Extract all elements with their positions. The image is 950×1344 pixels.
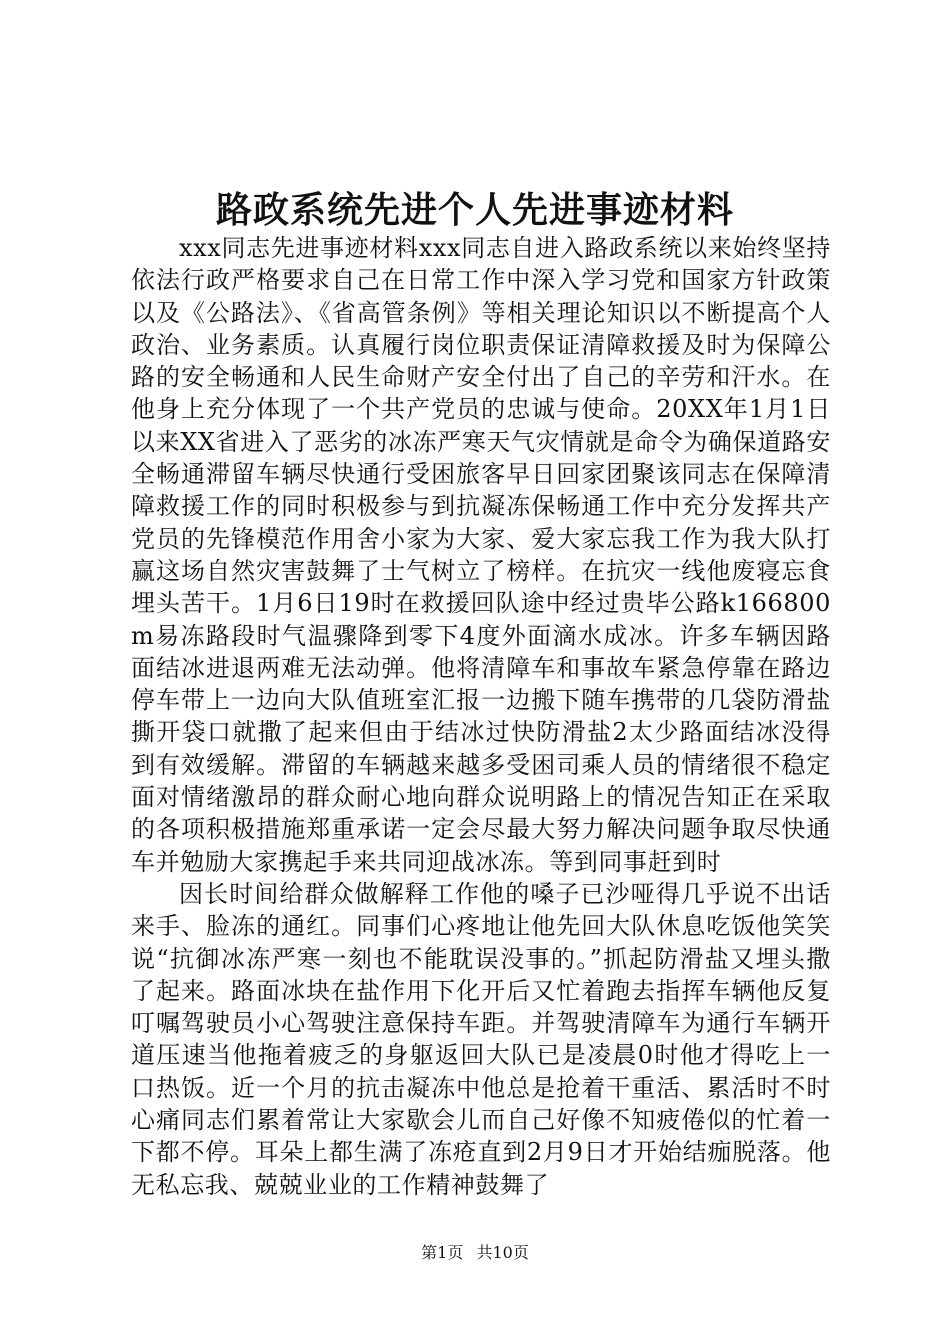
body-paragraph-1: xxx同志先进事迹材料xxx同志自进入路政系统以来始终坚持依法行政严格要求自己在日常工作中深入学习党和国家方针政策以及《公路法》、《省高管条例》等相关理论知识以不断提高个人政治、业务素质。认真履行岗位职责保证清障救援及时为保障公路的安全畅通和人民生命财产安全付出了自己的辛劳和汗水。在他身上充分体现了一个共产党员的忠诚与使命。20XX年1月1日以来XX省进入了恶劣的冰冻严寒天气灾情就是命令为确保道路安全畅通滞留车辆尽快通行受困旅客早日回家团聚该同志在保障清障救援工作的同时积极参与到抗凝冻保畅通工作中充分发挥共产党员的先锋模范作用舍小家为大家、爱大家忘我工作为我大队打赢这场自然灾害鼓舞了士气树立了榜样。在抗灾一线他废寝忘食埋头苦干。1月6日19时在救援回队途中经过贵毕公路k166800m易冻路段时气温骤降到零下4度外面滴水成冰。许多车辆因路面结冰进退两难无法动弹。他将清障车和事故车紧急停靠在路边停车带上一边向大队值班室汇报一边搬下随车携带的几袋防滑盐撕开袋口就撒了起来但由于结冰过快防滑盐2太少路面结冰没得到有效缓解。滞留的车辆越来越多受困司乘人员的情绪很不稳定面对情绪激昂的群众耐心地向群众说明路上的情况告知正在采取的各项积极措施郑重承诺一定会尽最大努力解决问题争取尽快通车并勉励大家携起手来共同迎战冰冻。等到同事赶到时 [131,234,831,876]
page-count: 共10页 [476,1243,529,1262]
body-paragraph-2: 因长时间给群众做解释工作他的嗓子已沙哑得几乎说不出话来手、脸冻的通红。同事们心疼地让他先回大队休息吃饭他笑笑说“抗御冰冻严寒一刻也不能耽误没事的。”抓起防滑盐又埋头撒了起来。路面冰块在盐作用下化开后又忙着跑去指挥车辆他反复叮嘱驾驶员小心驾驶注意保持车距。并驾驶清障车为通行车辆开道压速当他拖着疲乏的身躯返回大队已是凌晨0时他才得吃上一口热饭。近一个月的抗击凝冻中他总是抢着干重活、累活时不时心痛同志们累着常让大家歇会儿而自己好像不知疲倦似的忙着一下都不停。耳朵上都生满了冻疮直到2月9日才开始结痂脱落。他无私忘我、兢兢业业的工作精神鼓舞了 [131,879,831,1199]
document-body [131,232,831,1201]
page-footer [0,1242,950,1264]
document-title: 路政系统先进个人先进事迹材料 [215,189,734,231]
page-number: 第1页 [421,1243,464,1262]
